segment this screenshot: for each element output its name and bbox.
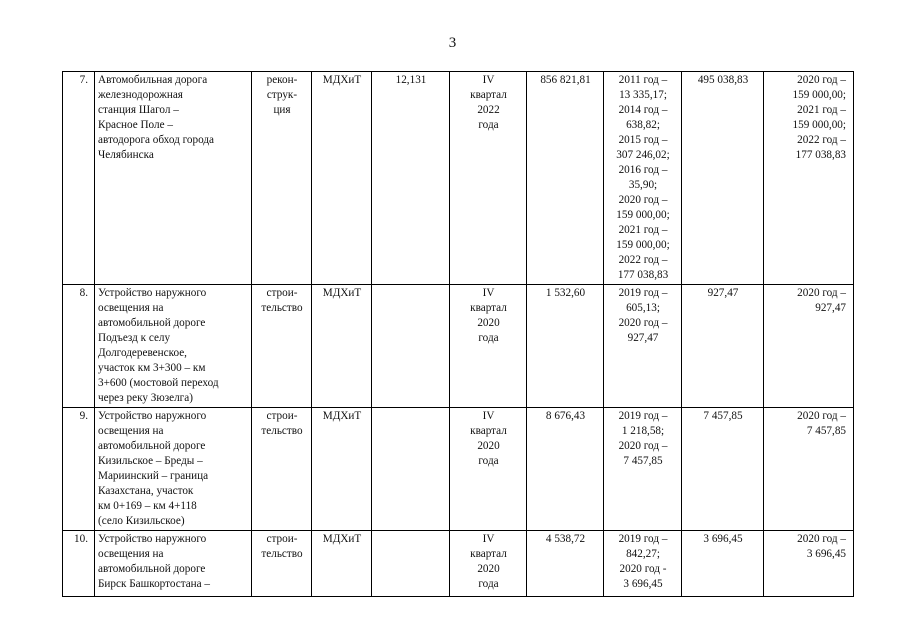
funding-plan-line: 2022 год – (797, 134, 846, 146)
financed-line: 2020 год – (618, 440, 668, 452)
length-cell: 12,131 (372, 72, 450, 285)
completion-term-line: квартал (470, 548, 507, 560)
completion-term-line: 2020 (477, 440, 500, 452)
projects-table (62, 71, 854, 597)
project-name-line: автомобильной дороге (98, 317, 206, 329)
financed-line: 2020 год - (619, 563, 667, 575)
work-type-line: рекон- (266, 74, 298, 86)
length-cell (372, 285, 450, 408)
funding-plan-line: 2020 год – (797, 410, 846, 422)
funding-plan-line: 2020 год – (797, 74, 846, 86)
completion-term-cell (450, 285, 527, 408)
remaining-cost-cell: 927,47 (682, 285, 764, 408)
financed-line: 2016 год – (618, 164, 668, 176)
completion-term-line: года (478, 578, 499, 590)
funding-plan-cell (764, 408, 854, 531)
project-name-line: Мариинский – граница (98, 470, 209, 482)
project-name-line: Устройство наружного (98, 287, 207, 299)
funding-plan-line: 2020 год – (797, 533, 846, 545)
work-type-line: тельство (261, 425, 303, 437)
financed-line: 307 246,02; (616, 149, 670, 161)
customer-cell: МДХиТ (312, 408, 372, 531)
completion-term-line: года (478, 455, 499, 467)
project-name-line: Кизильское – Бреды – (98, 455, 203, 467)
funding-plan-cell (764, 531, 854, 597)
work-type-line: строи- (266, 410, 298, 422)
estimated-cost-cell: 8 676,43 (527, 408, 604, 531)
completion-term-line: квартал (470, 89, 507, 101)
financed-line: 177 038,83 (617, 269, 669, 281)
page-number: 3 (448, 35, 457, 51)
funding-plan-line: 2020 год – (797, 287, 846, 299)
remaining-cost-cell: 7 457,85 (682, 408, 764, 531)
project-name-line: автомобильной дороге (98, 440, 206, 452)
work-type-line: тельство (261, 302, 303, 314)
financed-cell (604, 285, 682, 408)
customer-cell: МДХиТ (312, 531, 372, 597)
project-name-line: Красное Поле – (98, 119, 173, 131)
completion-term-cell (450, 408, 527, 531)
work-type-cell (252, 285, 312, 408)
project-name-cell (95, 408, 252, 531)
financed-line: 159 000,00; (616, 209, 670, 221)
project-name-line: Долгодеревенское, (98, 347, 187, 359)
completion-term-line: IV (482, 533, 495, 545)
financed-cell (604, 72, 682, 285)
project-name-line: автомобильной дороге (98, 563, 206, 575)
completion-term-line: года (478, 119, 499, 131)
completion-term-line: года (478, 332, 499, 344)
completion-term-line: IV (482, 410, 495, 422)
funding-plan-line: 2021 год – (797, 104, 846, 116)
financed-line: 2020 год – (618, 194, 668, 206)
financed-line: 2019 год – (618, 533, 668, 545)
remaining-cost-cell: 495 038,83 (682, 72, 764, 285)
completion-term-line: 2022 (477, 104, 500, 116)
row-number-cell: 7. (63, 72, 95, 285)
project-name-line: Казахстана, участок (98, 485, 194, 497)
completion-term-line: 2020 (477, 317, 500, 329)
length-cell (372, 408, 450, 531)
project-name-line: железнодорожная (98, 89, 183, 101)
project-name-line: Автомобильная дорога (98, 74, 208, 86)
financed-line: 2014 год – (618, 104, 668, 116)
project-name-line: Челябинска (98, 149, 154, 161)
row-number-cell: 9. (63, 408, 95, 531)
financed-line: 13 335,17; (619, 89, 667, 101)
project-name-line: (село Кизильское) (98, 515, 185, 527)
financed-line: 605,13; (626, 302, 660, 314)
project-name-line: освещения на (98, 548, 164, 560)
completion-term-line: IV (482, 74, 495, 86)
completion-term-cell (450, 531, 527, 597)
estimated-cost-cell: 856 821,81 (527, 72, 604, 285)
completion-term-line: квартал (470, 302, 507, 314)
financed-line: 7 457,85 (623, 455, 663, 467)
financed-line: 2015 год – (618, 134, 668, 146)
financed-line: 2022 год – (618, 254, 668, 266)
project-name-line: через реку Зюзелга) (98, 392, 193, 404)
financed-line: 927,47 (627, 332, 659, 344)
project-name-line: Бирск Башкортостана – (98, 578, 211, 590)
work-type-line: строи- (266, 533, 298, 545)
funding-plan-cell (764, 285, 854, 408)
project-name-line: 3+600 (мостовой переход (98, 377, 219, 389)
project-name-line: км 0+169 – км 4+118 (98, 500, 197, 512)
length-cell (372, 531, 450, 597)
table-row (63, 285, 854, 408)
project-name-line: освещения на (98, 302, 164, 314)
estimated-cost-cell: 1 532,60 (527, 285, 604, 408)
funding-plan-line: 7 457,85 (806, 425, 846, 437)
financed-cell (604, 531, 682, 597)
row-number-cell: 8. (63, 285, 95, 408)
work-type-cell (252, 408, 312, 531)
project-name-line: участок км 3+300 – км (98, 362, 206, 374)
row-number-cell: 10. (63, 531, 95, 597)
project-name-line: освещения на (98, 425, 164, 437)
work-type-line: ция (273, 104, 291, 116)
financed-line: 842,27; (626, 548, 660, 560)
table-row (63, 72, 854, 285)
project-name-line: Подъезд к селу (98, 332, 171, 344)
funding-plan-line: 159 000,00; (792, 119, 846, 131)
completion-term-line: IV (482, 287, 495, 299)
completion-term-cell (450, 72, 527, 285)
table-body (63, 72, 854, 597)
financed-line: 2021 год – (618, 224, 668, 236)
customer-cell: МДХиТ (312, 285, 372, 408)
estimated-cost-cell: 4 538,72 (527, 531, 604, 597)
customer-cell: МДХиТ (312, 72, 372, 285)
funding-plan-cell (764, 72, 854, 285)
financed-line: 2020 год – (618, 317, 668, 329)
work-type-cell (252, 531, 312, 597)
work-type-line: тельство (261, 548, 303, 560)
project-name-line: автодорога обход города (98, 134, 215, 146)
work-type-cell (252, 72, 312, 285)
financed-line: 638,82; (626, 119, 660, 131)
project-name-line: Устройство наружного (98, 410, 207, 422)
project-name-line: станция Шагол – (98, 104, 179, 116)
table-row (63, 531, 854, 597)
financed-line: 159 000,00; (616, 239, 670, 251)
remaining-cost-cell: 3 696,45 (682, 531, 764, 597)
completion-term-line: 2020 (477, 563, 500, 575)
completion-term-line: квартал (470, 425, 507, 437)
project-name-cell (95, 285, 252, 408)
funding-plan-line: 159 000,00; (792, 89, 846, 101)
table-row (63, 408, 854, 531)
project-name-cell (95, 72, 252, 285)
work-type-line: строи- (266, 287, 298, 299)
financed-line: 3 696,45 (623, 578, 663, 590)
financed-cell (604, 408, 682, 531)
financed-line: 2019 год – (618, 287, 668, 299)
project-name-line: Устройство наружного (98, 533, 207, 545)
funding-plan-line: 927,47 (815, 302, 846, 314)
funding-plan-line: 3 696,45 (806, 548, 846, 560)
project-name-cell (95, 531, 252, 597)
work-type-line: струк- (266, 89, 298, 101)
financed-line: 2019 год – (618, 410, 668, 422)
financed-line: 2011 год – (618, 74, 668, 86)
financed-line: 1 218,58; (621, 425, 665, 437)
funding-plan-line: 177 038,83 (795, 149, 846, 161)
financed-line: 35,90; (628, 179, 658, 191)
